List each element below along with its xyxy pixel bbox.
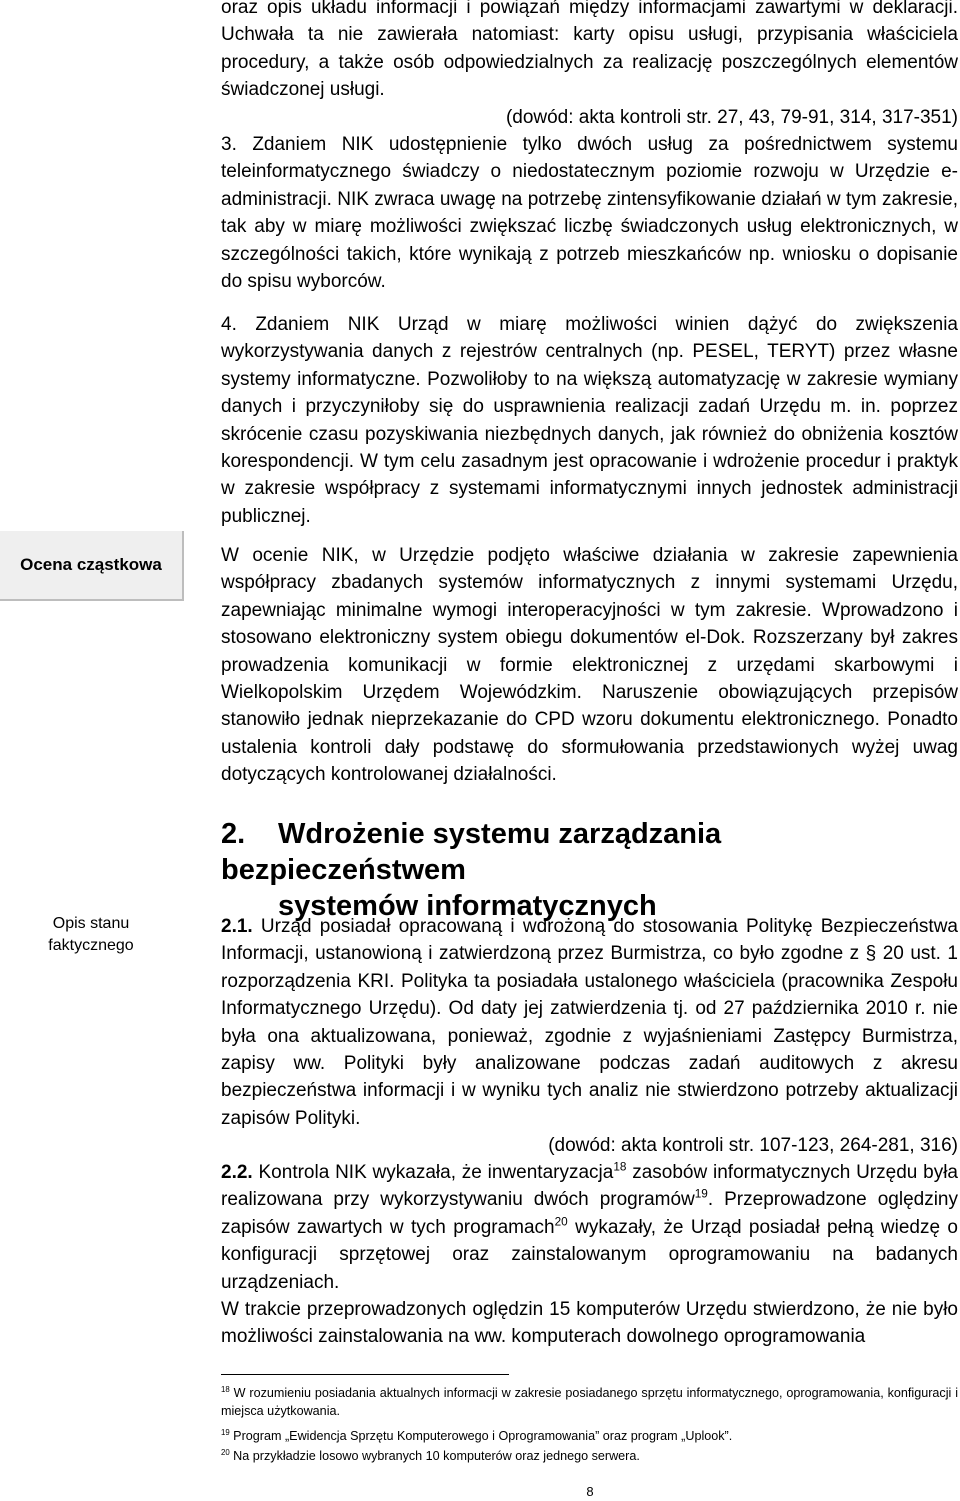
section-title-line1: Wdrożenie systemu zarządzania bezpieczeństwem bbox=[221, 818, 722, 886]
footnote-text: Na przykładzie losowo wybranych 10 komputerów oraz jednego serwera. bbox=[229, 1449, 640, 1463]
opis-stanu-line1: Opis stanu bbox=[52, 915, 130, 932]
footnote-text: Program „Ewidencja Sprzętu Komputerowego i Oprogramowania” oraz program „Uplook”. bbox=[229, 1429, 733, 1443]
footnote-text: W rozumieniu posiadania aktualnych informacji w zakresie posiadanego sprzętu informatycznego, oprogramowania, konfiguracji i miejsca użytkowania. bbox=[221, 1386, 958, 1418]
section-heading bbox=[221, 816, 958, 924]
opis-stanu-label bbox=[0, 913, 182, 957]
section-number: 2. bbox=[221, 818, 246, 850]
paragraph-2-1-number: 2.1. bbox=[221, 916, 253, 937]
evidence-line-2: (dowód: akta kontroli str. 107-123, 264-281, 316) bbox=[548, 1135, 958, 1157]
paragraph-2-2 bbox=[221, 1159, 958, 1351]
paragraph-3-text: 3. Zdaniem NIK udostępnienie tylko dwóch usług za pośrednictwem systemu teleinformatycznego świadczy o niedostatecznym poziomie rozwoju w Urzędzie e-administracji. NIK zwraca uwagę na potrzebę zintensyfikowanie działań w tym zakresie, tak aby w miarę możliwości zwiększać liczbę świadczonych usług elektronicznych, w szczególności takich, które wynikają z potrzeb mieszkańców np. wniosku o dopisanie do spisu wyborców. bbox=[221, 134, 958, 293]
footnote-mark: 18 bbox=[221, 1384, 230, 1394]
footnote-ref-18[interactable]: 18 bbox=[613, 1160, 627, 1174]
paragraph-2-1-text: Urząd posiadał opracowaną i wdrożoną do stosowania Politykę Bezpieczeństwa Informacji, ustanowioną i zatwierdzoną przez Burmistrza, co było zgodne z § 20 ust. 1 rozporządzenia KRI. Polityka ta posiadała ustalonego właściciela (pracownika Zespołu Informatycznego Urzędu). Od daty jej zatwierdzenia tj. od 27 października 2010 r. nie była ona aktualizowana, ponieważ, zgodnie z wyjaśnieniami Zastępcy Burmistrza, zapisy ww. Polityki były analizowane podczas zadań auditowych z akresu bezpieczeństwa informacji i w wyniku tych analiz nie stwierdzono potrzeby aktualizacji zapisów Polityki. bbox=[221, 916, 958, 1129]
section-title-line2: systemów informatycznych bbox=[278, 890, 657, 922]
footnote-20 bbox=[221, 1447, 958, 1465]
evidence-line-1: (dowód: akta kontroli str. 27, 43, 79-91, 314, 317-351) bbox=[505, 106, 958, 128]
paragraph-2-1 bbox=[221, 913, 958, 1160]
opis-stanu-line2: faktycznego bbox=[48, 937, 134, 954]
paragraph-2-2-text-c: . Przeprowadzone oględziny zapisów zawartych w tych programach bbox=[221, 1189, 958, 1238]
footnote-ref-19[interactable]: 19 bbox=[694, 1188, 708, 1202]
ocena-czastkowa-label: Ocena cząstkowa bbox=[20, 555, 162, 574]
paragraph-2-2-text-a: Kontrola NIK wykazała, że inwentaryzacja bbox=[252, 1162, 614, 1183]
paragraph-2-2-number: 2.2. bbox=[221, 1162, 253, 1183]
ocena-czastkowa-box bbox=[0, 531, 184, 601]
page-number: 8 bbox=[586, 1484, 594, 1499]
footnote-mark: 20 bbox=[221, 1447, 230, 1457]
intro-paragraph bbox=[221, 0, 958, 131]
paragraph-2-2-continued: W trakcie przeprowadzonych oględzin 15 komputerów Urzędu stwierdzono, że nie było możliwości zainstalowania na ww. komputerach dowolnego oprogramowania bbox=[221, 1299, 958, 1348]
ocena-text: W ocenie NIK, w Urzędzie podjęto właściwe działania w zakresie zapewnienia współpracy zbadanych systemów informatycznych z innymi systemami Urzędu, zapewniając minimalne wymogi interoperacyjności w tym zakresie. Wprowadzono i stosowano elektroniczny system obiegu dokumentów el-Dok. Rozszerzany był zakres prowadzenia komunikacji w formie elektronicznej z urzędami skarbowymi i Wielkopolskim Urzędem Wojewódzkim. Naruszenie obowiązujących przepisów stanowiło jednak nieprzekazanie do CPD wzoru dokumentu elektronicznego. Ponadto ustalenia kontroli dały podstawę do sformułowania przedstawionych wyżej uwag dotyczących kontrolowanej działalności. bbox=[221, 545, 958, 786]
footnote-18 bbox=[221, 1384, 958, 1420]
footnote-mark: 19 bbox=[221, 1427, 230, 1437]
paragraph-4-text: 4. Zdaniem NIK Urząd w miarę możliwości winien dążyć do zwiększenia wykorzystywania danych z rejestrów centralnych (np. PESEL, TERYT) przez własne systemy informatyczne. Pozwoliłoby to na większą automatyzację w zakresie wymiany danych i przyczyniłoby się do usprawnienia realizacji zadań Urzędu m. in. poprzez skrócenie czasu pozyskiwania niezbędnych danych, jak również do obniżenia kosztów korespondencji. W tym celu zasadnym jest opracowanie i wdrożenie procedur i praktyk w zakresie współpracy z systemami informatycznymi innych jednostek administracji publicznej. bbox=[221, 314, 958, 527]
paragraph-4 bbox=[221, 311, 958, 530]
paragraph-2-2-text-b: zasobów informatycznych Urzędu była realizowana przy wykorzystywaniu dwóch programów bbox=[221, 1162, 958, 1211]
intro-text: oraz opis układu informacji i powiązań między informacjami zawartymi w deklaracji. Uchwała ta nie zawierała natomiast: karty opisu usługi, przypisania właściciela procedury, a także osób odpowiedzialnych za realizację poszczególnych elementów świadczonej usługi. bbox=[221, 0, 958, 101]
ocena-paragraph bbox=[221, 542, 958, 789]
footnote-separator bbox=[221, 1374, 509, 1375]
footnote-19 bbox=[221, 1427, 958, 1445]
paragraph-3 bbox=[221, 131, 958, 295]
footnote-ref-20[interactable]: 20 bbox=[554, 1215, 568, 1229]
paragraph-2-2-text-d: wykazały, że Urząd posiadał pełną wiedzę o konfiguracji sprzętowej oraz zainstalowanym oprogramowaniu na badanych urządzeniach. bbox=[221, 1216, 958, 1293]
